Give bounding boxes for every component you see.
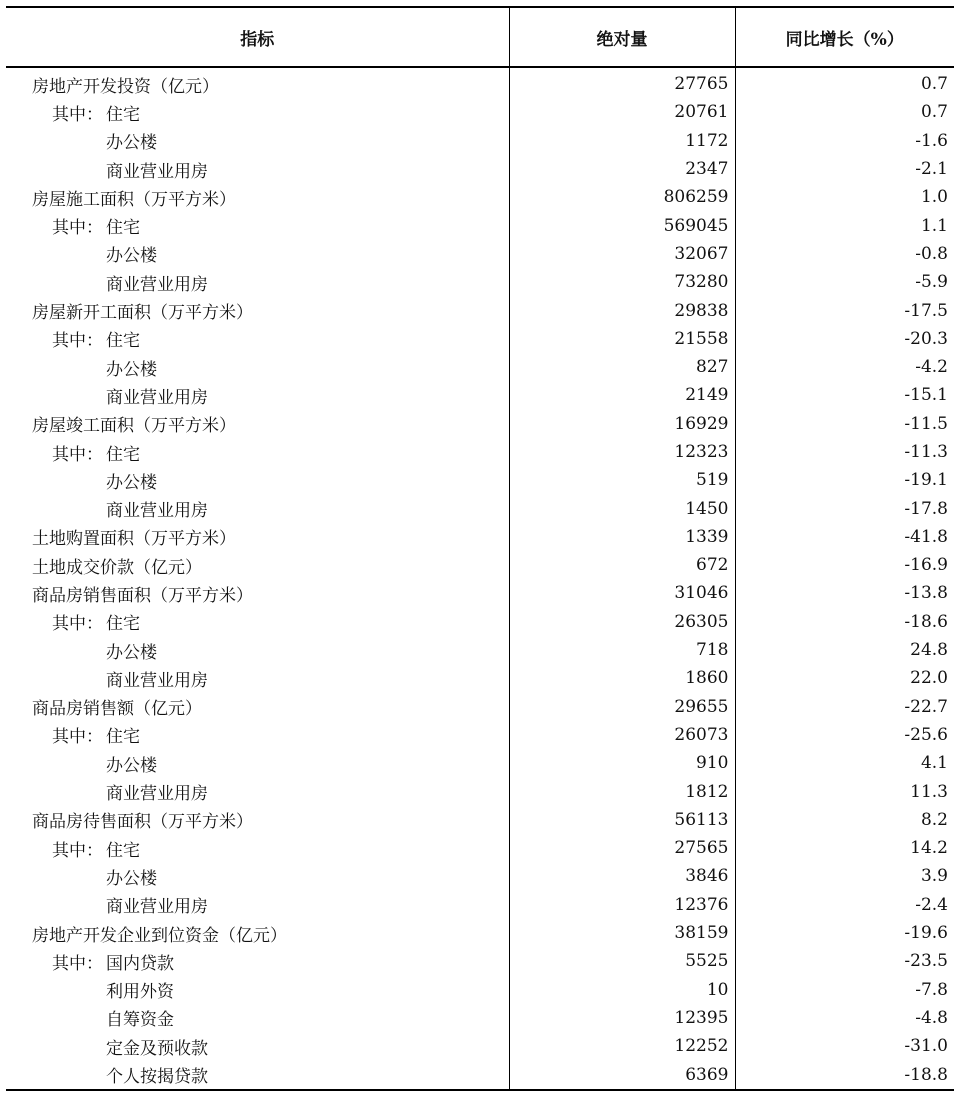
row-indicator-cell	[6, 862, 509, 890]
header-absolute-value: 绝对量	[509, 7, 735, 67]
row-indicator-cell	[6, 438, 509, 466]
table-row	[6, 806, 954, 834]
row-yoy-growth: 8.2	[735, 806, 954, 834]
table-row	[6, 891, 954, 919]
row-indicator-cell	[6, 579, 509, 607]
row-label: 办公楼	[106, 246, 157, 267]
table-row	[6, 494, 954, 522]
table-row	[6, 1060, 954, 1089]
row-label: 商业营业用房	[106, 670, 208, 691]
row-indicator-cell	[6, 806, 509, 834]
row-absolute-value: 27565	[509, 834, 735, 862]
row-yoy-growth: -41.8	[735, 523, 954, 551]
row-absolute-value: 718	[509, 636, 735, 664]
table-row	[6, 947, 954, 975]
row-yoy-growth: 14.2	[735, 834, 954, 862]
row-prefix: 其中：	[52, 444, 103, 465]
row-prefix: 其中：	[52, 840, 103, 861]
row-label: 商业营业用房	[106, 784, 208, 805]
row-label: 商业营业用房	[106, 274, 208, 295]
row-yoy-growth: -0.8	[735, 240, 954, 268]
row-absolute-value: 672	[509, 551, 735, 579]
table-row	[6, 466, 954, 494]
row-label: 个人按揭贷款	[106, 1067, 208, 1088]
row-yoy-growth: -20.3	[735, 325, 954, 353]
row-indicator-cell	[6, 98, 509, 126]
row-absolute-value: 26305	[509, 608, 735, 636]
row-indicator-cell	[6, 976, 509, 1004]
row-label: 房地产开发企业到位资金（亿元）	[32, 925, 287, 946]
row-absolute-value: 569045	[509, 211, 735, 239]
table-row	[6, 268, 954, 296]
row-label: 房屋施工面积（万平方米）	[32, 189, 236, 210]
row-absolute-value: 26073	[509, 721, 735, 749]
row-indicator-cell	[6, 353, 509, 381]
row-yoy-growth: -11.5	[735, 410, 954, 438]
table-row	[6, 127, 954, 155]
row-absolute-value: 910	[509, 749, 735, 777]
row-yoy-growth: -23.5	[735, 947, 954, 975]
row-yoy-growth: -4.8	[735, 1004, 954, 1032]
row-yoy-growth: -17.5	[735, 296, 954, 324]
table-row	[6, 777, 954, 805]
row-indicator-cell	[6, 664, 509, 692]
row-absolute-value: 5525	[509, 947, 735, 975]
row-absolute-value: 31046	[509, 579, 735, 607]
row-yoy-growth: 22.0	[735, 664, 954, 692]
row-absolute-value: 12252	[509, 1032, 735, 1060]
row-indicator-cell	[6, 183, 509, 211]
row-absolute-value: 20761	[509, 98, 735, 126]
row-absolute-value: 56113	[509, 806, 735, 834]
row-label: 商品房待售面积（万平方米）	[32, 812, 253, 833]
table-row	[6, 919, 954, 947]
row-indicator-cell	[6, 325, 509, 353]
row-absolute-value: 29655	[509, 693, 735, 721]
row-prefix: 其中：	[52, 953, 103, 974]
row-indicator-cell	[6, 240, 509, 268]
row-absolute-value: 29838	[509, 296, 735, 324]
table-row	[6, 240, 954, 268]
row-label: 商品房销售额（亿元）	[32, 699, 202, 720]
table-row	[6, 523, 954, 551]
row-indicator-cell	[6, 636, 509, 664]
row-prefix: 其中：	[52, 331, 103, 352]
header-yoy-growth: 同比增长（%）	[735, 7, 954, 67]
table-row	[6, 381, 954, 409]
row-yoy-growth: -5.9	[735, 268, 954, 296]
row-absolute-value: 1812	[509, 777, 735, 805]
row-yoy-growth: -22.7	[735, 693, 954, 721]
table-row	[6, 1004, 954, 1032]
row-label: 办公楼	[106, 359, 157, 380]
row-indicator-cell	[6, 67, 509, 98]
row-yoy-growth: -2.1	[735, 155, 954, 183]
row-absolute-value: 10	[509, 976, 735, 1004]
row-label: 土地成交价款（亿元）	[32, 557, 202, 578]
row-absolute-value: 519	[509, 466, 735, 494]
row-indicator-cell	[6, 410, 509, 438]
table-row	[6, 636, 954, 664]
row-label: 办公楼	[106, 755, 157, 776]
row-yoy-growth: -1.6	[735, 127, 954, 155]
row-indicator-cell	[6, 721, 509, 749]
row-absolute-value: 73280	[509, 268, 735, 296]
row-absolute-value: 27765	[509, 67, 735, 98]
table-row	[6, 862, 954, 890]
table-row	[6, 834, 954, 862]
row-label: 住宅	[106, 444, 140, 465]
row-label: 办公楼	[106, 868, 157, 889]
row-yoy-growth: 1.1	[735, 211, 954, 239]
row-indicator-cell	[6, 777, 509, 805]
row-label: 住宅	[106, 840, 140, 861]
row-yoy-growth: 11.3	[735, 777, 954, 805]
row-indicator-cell	[6, 891, 509, 919]
row-indicator-cell	[6, 1060, 509, 1089]
row-indicator-cell	[6, 834, 509, 862]
row-indicator-cell	[6, 919, 509, 947]
table-row	[6, 155, 954, 183]
header-indicator: 指标	[6, 7, 509, 67]
row-absolute-value: 1450	[509, 494, 735, 522]
row-absolute-value: 16929	[509, 410, 735, 438]
row-absolute-value: 12376	[509, 891, 735, 919]
row-indicator-cell	[6, 268, 509, 296]
row-label: 定金及预收款	[106, 1038, 208, 1059]
row-label: 办公楼	[106, 642, 157, 663]
row-label: 住宅	[106, 331, 140, 352]
row-yoy-growth: 3.9	[735, 862, 954, 890]
table-row	[6, 693, 954, 721]
row-absolute-value: 1339	[509, 523, 735, 551]
row-yoy-growth: 0.7	[735, 98, 954, 126]
row-yoy-growth: -17.8	[735, 494, 954, 522]
row-yoy-growth: -2.4	[735, 891, 954, 919]
row-absolute-value: 38159	[509, 919, 735, 947]
table-row	[6, 579, 954, 607]
row-indicator-cell	[6, 523, 509, 551]
row-label: 自筹资金	[106, 1010, 174, 1031]
row-indicator-cell	[6, 466, 509, 494]
row-indicator-cell	[6, 211, 509, 239]
row-yoy-growth: -18.6	[735, 608, 954, 636]
header-row	[6, 7, 954, 67]
row-prefix: 其中：	[52, 727, 103, 748]
row-label: 住宅	[106, 614, 140, 635]
row-label: 住宅	[106, 727, 140, 748]
row-indicator-cell	[6, 608, 509, 636]
row-absolute-value: 12323	[509, 438, 735, 466]
row-label: 商业营业用房	[106, 161, 208, 182]
row-absolute-value: 12395	[509, 1004, 735, 1032]
row-absolute-value: 1172	[509, 127, 735, 155]
table-row	[6, 721, 954, 749]
table-row	[6, 296, 954, 324]
table-row	[6, 664, 954, 692]
row-absolute-value: 827	[509, 353, 735, 381]
row-label: 利用外资	[106, 982, 174, 1003]
row-indicator-cell	[6, 551, 509, 579]
table-row	[6, 976, 954, 1004]
row-absolute-value: 3846	[509, 862, 735, 890]
row-yoy-growth: -11.3	[735, 438, 954, 466]
real-estate-statistics-table	[6, 6, 954, 1091]
row-label: 商业营业用房	[106, 387, 208, 408]
row-yoy-growth: -31.0	[735, 1032, 954, 1060]
table-row	[6, 325, 954, 353]
row-yoy-growth: 0.7	[735, 67, 954, 98]
row-yoy-growth: -16.9	[735, 551, 954, 579]
row-yoy-growth: -18.8	[735, 1060, 954, 1089]
row-indicator-cell	[6, 1004, 509, 1032]
row-absolute-value: 21558	[509, 325, 735, 353]
row-indicator-cell	[6, 1032, 509, 1060]
row-absolute-value: 32067	[509, 240, 735, 268]
row-indicator-cell	[6, 749, 509, 777]
row-indicator-cell	[6, 155, 509, 183]
table-body	[6, 67, 954, 1090]
row-absolute-value: 6369	[509, 1060, 735, 1089]
row-indicator-cell	[6, 693, 509, 721]
row-prefix: 其中：	[52, 218, 103, 239]
row-label: 国内贷款	[106, 953, 174, 974]
table-header	[6, 7, 954, 67]
row-absolute-value: 806259	[509, 183, 735, 211]
table-row	[6, 67, 954, 98]
table-row	[6, 749, 954, 777]
row-yoy-growth: 4.1	[735, 749, 954, 777]
row-label: 商业营业用房	[106, 501, 208, 522]
statistics-table-container	[6, 6, 954, 1091]
row-indicator-cell	[6, 296, 509, 324]
row-yoy-growth: -19.1	[735, 466, 954, 494]
row-absolute-value: 1860	[509, 664, 735, 692]
table-row	[6, 438, 954, 466]
row-label: 商品房销售面积（万平方米）	[32, 585, 253, 606]
row-indicator-cell	[6, 494, 509, 522]
table-row	[6, 551, 954, 579]
row-label: 住宅	[106, 104, 140, 125]
row-yoy-growth: -4.2	[735, 353, 954, 381]
table-row	[6, 608, 954, 636]
row-yoy-growth: 24.8	[735, 636, 954, 664]
row-yoy-growth: -7.8	[735, 976, 954, 1004]
row-label: 房屋竣工面积（万平方米）	[32, 416, 236, 437]
row-label: 办公楼	[106, 133, 157, 154]
row-label: 土地购置面积（万平方米）	[32, 529, 236, 550]
row-prefix: 其中：	[52, 614, 103, 635]
row-indicator-cell	[6, 127, 509, 155]
row-prefix: 其中：	[52, 104, 103, 125]
table-row	[6, 98, 954, 126]
row-label: 房屋新开工面积（万平方米）	[32, 303, 253, 324]
table-row	[6, 353, 954, 381]
row-yoy-growth: -25.6	[735, 721, 954, 749]
table-row	[6, 1032, 954, 1060]
row-label: 办公楼	[106, 472, 157, 493]
row-absolute-value: 2149	[509, 381, 735, 409]
row-label: 房地产开发投资（亿元）	[32, 76, 219, 97]
row-label: 商业营业用房	[106, 897, 208, 918]
row-yoy-growth: 1.0	[735, 183, 954, 211]
row-absolute-value: 2347	[509, 155, 735, 183]
row-label: 住宅	[106, 218, 140, 239]
row-yoy-growth: -19.6	[735, 919, 954, 947]
row-indicator-cell	[6, 947, 509, 975]
row-indicator-cell	[6, 381, 509, 409]
table-row	[6, 183, 954, 211]
table-row	[6, 211, 954, 239]
row-yoy-growth: -13.8	[735, 579, 954, 607]
table-row	[6, 410, 954, 438]
row-yoy-growth: -15.1	[735, 381, 954, 409]
